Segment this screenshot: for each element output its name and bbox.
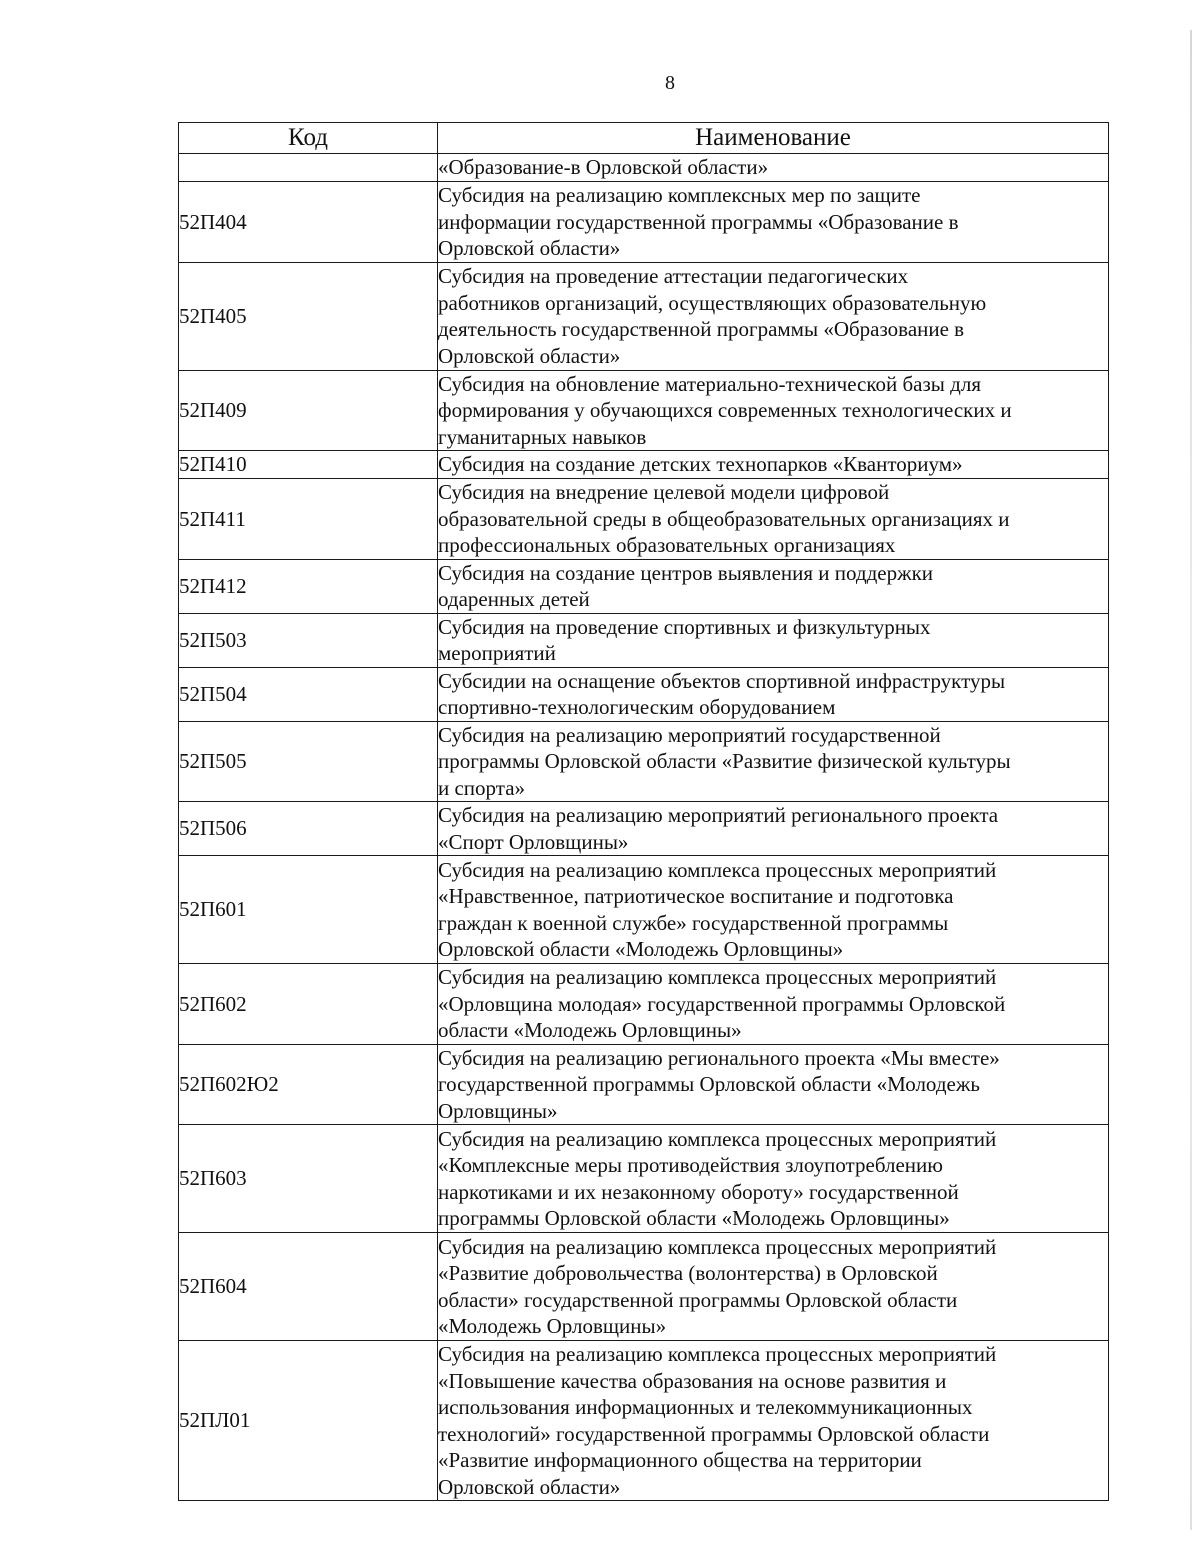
row-code: 52П412 xyxy=(179,559,438,613)
row-code: 52П410 xyxy=(179,451,438,479)
row-name: Субсидия на реализацию комплексных мер по защите информации государственной программы «Образование в Орловской области» xyxy=(438,182,1109,263)
row-name: «Образование-в Орловской области» xyxy=(438,154,1109,182)
row-code: 52П602 xyxy=(179,964,438,1045)
row-code: 52ПЛ01 xyxy=(179,1341,438,1501)
row-name: Субсидия на проведение аттестации педагогических работников организаций, осуществляющих образовательную деятельность государственной программы «Образование в Орловской области» xyxy=(438,262,1109,370)
row-name: Субсидия на обновление материально-технической базы для формирования у обучающихся современных технологических и гуманитарных навыков xyxy=(438,370,1109,451)
row-code: 52П411 xyxy=(179,479,438,560)
row-name: Субсидия на реализацию мероприятий государственной программы Орловской области «Развитие физической культуры и спорта» xyxy=(438,721,1109,802)
row-code xyxy=(179,154,438,182)
row-code: 52П505 xyxy=(179,721,438,802)
table-row xyxy=(179,1044,1109,1125)
table-row xyxy=(179,154,1109,182)
table-row xyxy=(179,1233,1109,1341)
header-code: Код xyxy=(179,123,438,154)
table-header xyxy=(179,123,1109,154)
table-row xyxy=(179,964,1109,1045)
row-name: Субсидия на реализацию комплекса процессных мероприятий «Орловщина молодая» государственной программы Орловской области «Молодежь Орловщины» xyxy=(438,964,1109,1045)
row-code: 52П504 xyxy=(179,667,438,721)
budget-codes-table xyxy=(178,122,1109,1501)
row-name: Субсидия на реализацию комплекса процессных мероприятий «Повышение качества образования на основе развития и использования информационных и телекоммуникационных технологий» государственной программы Орловской области «Развитие информационного общества на территории Орловской области» xyxy=(438,1341,1109,1501)
row-code: 52П602Ю2 xyxy=(179,1044,438,1125)
row-name: Субсидия на проведение спортивных и физкультурных мероприятий xyxy=(438,613,1109,667)
row-name: Субсидия на реализацию комплекса процессных мероприятий «Комплексные меры противодействия злоупотреблению наркотиками и их незаконному обороту» государственной программы Орловской области «Молодежь Орловщины» xyxy=(438,1125,1109,1233)
header-row xyxy=(179,123,1109,154)
row-code: 52П503 xyxy=(179,613,438,667)
table-row xyxy=(179,262,1109,370)
row-name: Субсидия на реализацию комплекса процессных мероприятий «Нравственное, патриотическое воспитание и подготовка граждан к военной службе» государственной программы Орловской области «Молодежь Орловщины» xyxy=(438,856,1109,964)
row-code: 52П603 xyxy=(179,1125,438,1233)
row-code: 52П404 xyxy=(179,182,438,263)
row-name: Субсидии на оснащение объектов спортивной инфраструктуры спортивно-технологическим оборудованием xyxy=(438,667,1109,721)
table-row xyxy=(179,667,1109,721)
table-row xyxy=(179,182,1109,263)
table-row xyxy=(179,613,1109,667)
row-code: 52П506 xyxy=(179,802,438,856)
table-row xyxy=(179,479,1109,560)
row-name: Субсидия на реализацию мероприятий регионального проекта «Спорт Орловщины» xyxy=(438,802,1109,856)
table-row xyxy=(179,802,1109,856)
row-name: Субсидия на реализацию комплекса процессных мероприятий «Развитие добровольчества (волонтерства) в Орловской области» государственной программы Орловской области «Молодежь Орловщины» xyxy=(438,1233,1109,1341)
table-row xyxy=(179,721,1109,802)
row-code: 52П604 xyxy=(179,1233,438,1341)
row-code: 52П601 xyxy=(179,856,438,964)
row-name: Субсидия на создание центров выявления и поддержки одаренных детей xyxy=(438,559,1109,613)
row-name: Субсидия на создание детских технопарков «Кванториум» xyxy=(438,451,1109,479)
scan-edge-shadow xyxy=(1190,30,1192,1530)
table-row xyxy=(179,559,1109,613)
table-row xyxy=(179,451,1109,479)
table-row xyxy=(179,370,1109,451)
row-code: 52П405 xyxy=(179,262,438,370)
table-body xyxy=(179,154,1109,1501)
table-row xyxy=(179,1125,1109,1233)
header-name: Наименование xyxy=(438,123,1109,154)
row-name: Субсидия на внедрение целевой модели цифровой образовательной среды в общеобразовательных организациях и профессиональных образовательных организациях xyxy=(438,479,1109,560)
table-row xyxy=(179,856,1109,964)
table-row xyxy=(179,1341,1109,1501)
row-code: 52П409 xyxy=(179,370,438,451)
page-number: 8 xyxy=(665,72,675,94)
row-name: Субсидия на реализацию регионального проекта «Мы вместе» государственной программы Орловской области «Молодежь Орловщины» xyxy=(438,1044,1109,1125)
